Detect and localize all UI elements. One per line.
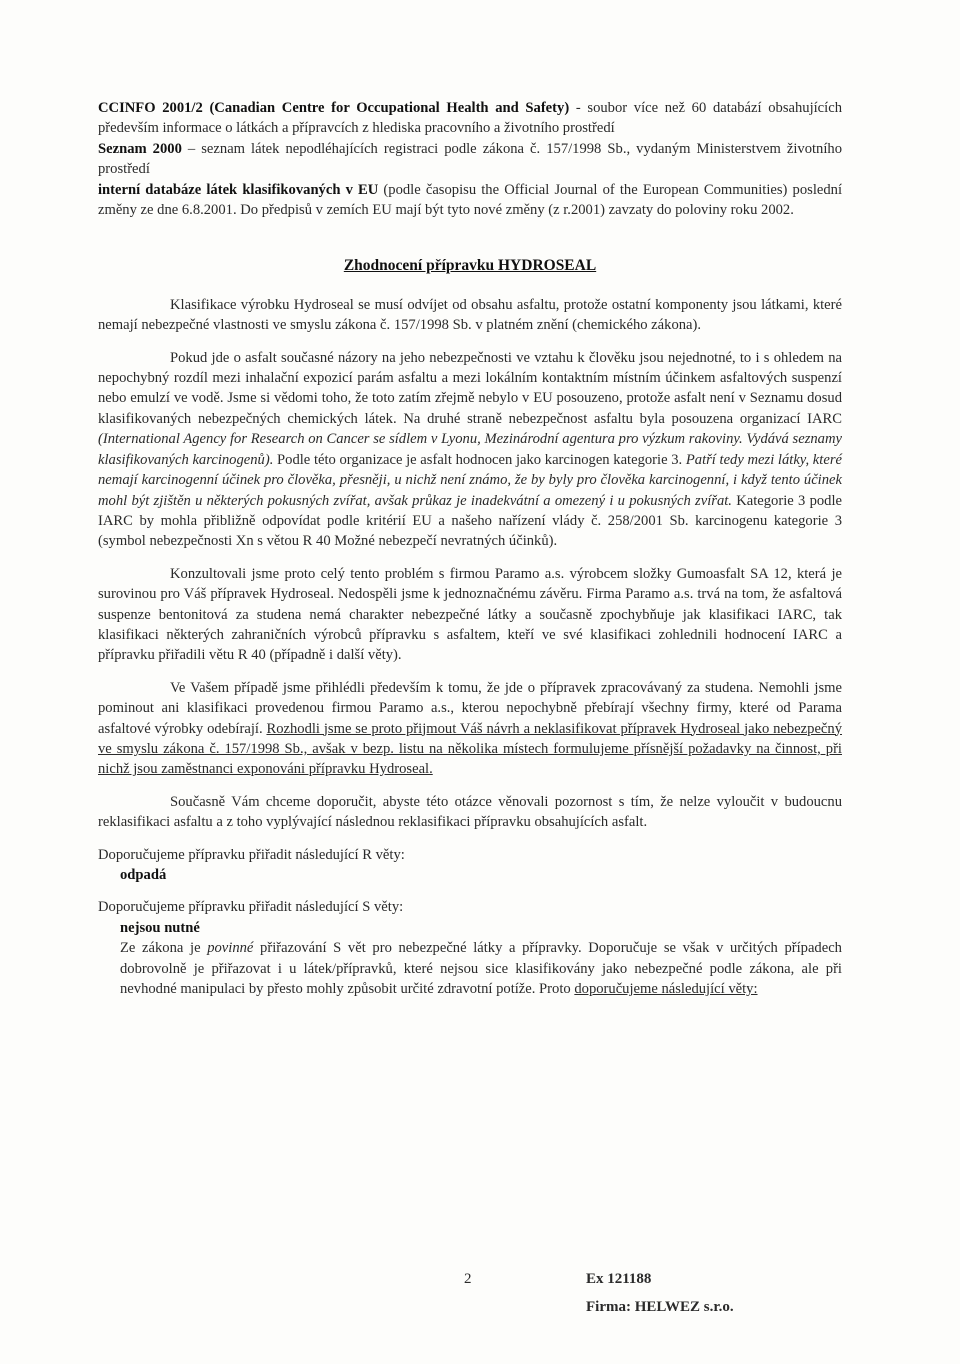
reference-seznam <box>98 139 842 180</box>
paragraph-decision-part-a: Ve Vašem případě jsme přihlédli především k tomu, že jde o přípravek zpracovávaný za studena. Nemohli jsme pominout ani klasifikaci provedenou firmou Paramo a.s., kterou nepochybně přebírají všechny firmy, které od Parama asfaltové výrobky odebírají. <box>98 679 842 737</box>
paragraph-classification: Klasifikace výrobku Hydroseal se musí odvíjet od obsahu asfaltu, protože ostatní komponenty jsou látkami, které nemají nebezpečné vlastnosti ve smyslu zákona č. 157/1998 Sb. v platném znění (chemického zákona). <box>98 296 842 334</box>
s-phrases-label: Doporučujeme přípravku přiřadit následující S věty: <box>98 899 404 916</box>
s-phrases-text-d: doporučujeme následující věty: <box>574 981 758 998</box>
paragraph-recommendation: Současně Vám chceme doporučit, abyste této otázce věnovali pozornost s tím, že nelze vyloučit v budoucnu reklasifikaci asfaltu a z toho vyplývající následnou reklasifikaci přípravku obsahujících asfalt. <box>98 793 842 831</box>
paragraph-asphalt-part-e: Kategorie 3 podle IARC by mohla přibližně odpovídat podle kritérií EU a našeho nařízení vlády č. 258/2001 Sb. karcinogenu kategorie 3 (symbol nebezpečnosti Xn s větou R 40 Možné nebezpečí nevratných účinků). <box>98 492 842 550</box>
ex-number: Ex 121188 <box>586 1271 652 1287</box>
paragraph-decision-underlined: Rozhodli jsme se proto přijmout Váš návrh a neklasifikovat přípravek Hydroseal jako nebezpečný ve smyslu zákona č. 157/1998 Sb., avšak v bezp. listu na několika místech formulujeme přísnější požadavky na činnost, při nichž jsou zaměstnanci exponováni přípravku Hydroseal. <box>98 720 842 778</box>
paragraph-asphalt-iarc-note: (International Agency for Research on Cancer se sídlem v Lyonu, Mezinárodní agentura pro výzkum rakoviny. Vydává seznamy klasifikovaných karcinogenů). <box>98 431 842 468</box>
document-body <box>98 98 842 999</box>
reference-ccinfo <box>98 98 842 139</box>
paragraph-asphalt <box>98 348 842 552</box>
paragraph-consultation: Konzultovali jsme proto celý tento problém s firmou Paramo a.s. výrobcem složky Gumoasfalt SA 12, která je surovinou pro Váš přípravek Hydroseal. Nedospěli jsme k jednoznačnému závěru. Firma Paramo a.s. trvá na tom, že asfaltová suspenze bentonitová za studena nemá charakter nebezpečné látky a současně zpochybňuje jak klasifikaci IARC, tak klasifikaci některých zahraničních výrobců přípravku s asfaltem, kteří ve své klasifikaci zohlednili hodnocení IARC a přípravku přiřadili větu R 40 (případně i další věty). <box>98 565 842 664</box>
reference-ccinfo-title: CCINFO 2001/2 (Canadian Centre for Occupational Health and Safety) <box>98 100 570 116</box>
s-phrases-text-b: povinné <box>207 940 254 957</box>
reference-ccinfo-text: - soubor více než 60 databází obsahujících především informace o látkách a přípravcích z hlediska pracovního a životního prostředí <box>98 100 842 137</box>
s-phrases-text-c: přiřazování S vět pro nebezpečné látky a přípravky. Doporučuje se však v určitých případech dobrovolně je přiřazovat i u látek/přípravků, které nejsou sice klasifikovány jako nebezpečné podle zákona, ale při nevhodné manipulaci by přesto mohly způsobit určité zdravotní potíže. Proto <box>120 940 842 998</box>
section-heading: Zhodnocení přípravku HYDROSEAL <box>343 257 597 275</box>
s-phrases-value <box>98 918 842 938</box>
reference-seznam-text: – seznam látek nepodléhajících registraci podle zákona č. 157/1998 Sb., vydaným Ministerstvem životního prostředí <box>98 140 842 178</box>
s-phrases-text-a: Ze zákona je <box>120 940 208 957</box>
reference-eu-database-text: (podle časopisu the Official Journal of the European Communities) poslední změny ze dne 6.8.2001. Do předpisů v zemích EU mají být tyto nové změny (z r.2001) zavzaty do poloviny roku 2002. <box>98 181 842 219</box>
s-phrases-text <box>98 938 842 999</box>
r-phrases-value-text: odpadá <box>120 867 167 883</box>
reference-eu-database <box>98 180 842 221</box>
page-number: 2 <box>464 1271 472 1287</box>
paragraph-decision <box>98 678 842 780</box>
paragraph-asphalt-part-a: Pokud jde o asfalt současné názory na jeho nebezpečnosti ve vztahu k člověku jsou nejednotné, to i s ohledem na nepochybný rozdíl mezi inhalační expozicí parám asfaltu a mezi lokálním kontaktním místním účinkem asfaltových suspenzí nebo emulzí ve vodě. Jsme si vědomi toho, že toto zatím zřejmě nebylo v EU posouzeno, protože asfalt není v Seznamu dosud klasifikovaných nebezpečných chemických látek. Na druhé straně nebezpečnost asfaltu byla posouzena organizací IARC <box>98 349 842 427</box>
firm-name: Firma: HELWEZ s.r.o. <box>586 1299 734 1315</box>
s-phrases-value-text: nejsou nutné <box>120 919 200 936</box>
paragraph-asphalt-category-note: Patří tedy mezi látky, které nemají karcinogenní účinek pro člověka, přesněji, u nichž není známo, že by byly pro člověka karcinogenní, i když tento účinek mohl být zjištěn u některých pokusných zvířat, avšak průkaz je inadekvátní a omezený i u pokusných zvířat. <box>98 451 842 509</box>
r-phrases-value <box>98 865 842 885</box>
reference-eu-database-title: interní databáze látek klasifikovaných v EU <box>98 181 379 198</box>
paragraph-asphalt-part-c: Podle této organizace je asfalt hodnocen jako karcinogen kategorie 3. <box>273 451 686 468</box>
reference-seznam-title: Seznam 2000 <box>98 140 182 157</box>
r-phrases-label: Doporučujeme přípravku přiřadit následující R věty: <box>98 846 405 863</box>
